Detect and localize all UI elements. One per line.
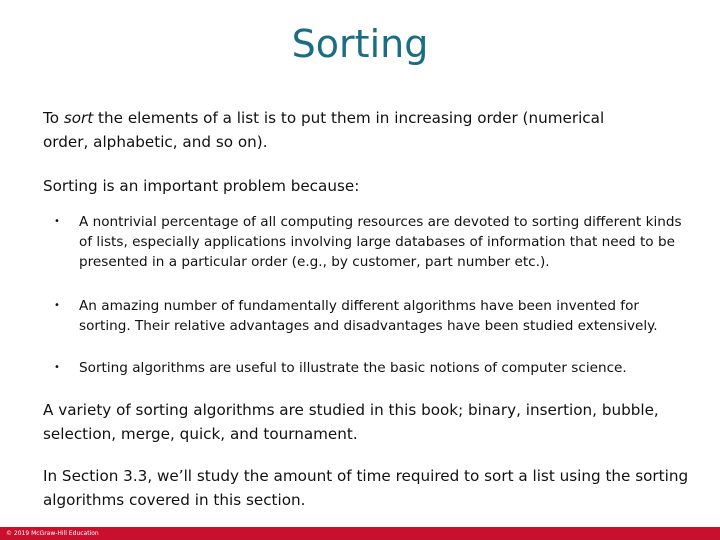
bullet-icon: • — [54, 216, 60, 227]
bullet-text: A nontrivial percentage of all computing resources are devoted to sorting different kinds of lists, especially applications involving large databases of information that need to be presented in a particular order (e.g., by customer, part number etc.). — [79, 214, 682, 270]
copyright-text: © 2019 McGraw-Hill Education — [6, 530, 99, 537]
slide-title: Sorting — [291, 22, 429, 66]
sort-definition — [43, 106, 643, 154]
definition-prefix: To — [43, 109, 64, 127]
bullet-icon: • — [54, 362, 60, 373]
algorithms-paragraph: A variety of sorting algorithms are studied in this book; binary, insertion, bubble, selection, merge, quick, and tournament. — [43, 401, 659, 443]
bullet-text: An amazing number of fundamentally different algorithms have been invented for sorting. Their relative advantages and disadvantages have been studied extensively. — [79, 298, 658, 334]
importance-heading: Sorting is an important problem because: — [43, 177, 360, 195]
bullet-icon: • — [54, 300, 60, 311]
bullet-text: Sorting algorithms are useful to illustrate the basic notions of computer science. — [79, 360, 627, 376]
footer-bar — [0, 527, 720, 540]
definition-suffix: the elements of a list is to put them in increasing order (numerical order, alphabetic, and so on). — [43, 109, 605, 151]
section-paragraph: In Section 3.3, we’ll study the amount of time required to sort a list using the sorting algorithms covered in this section. — [43, 467, 689, 509]
definition-emphasis: sort — [63, 109, 94, 127]
